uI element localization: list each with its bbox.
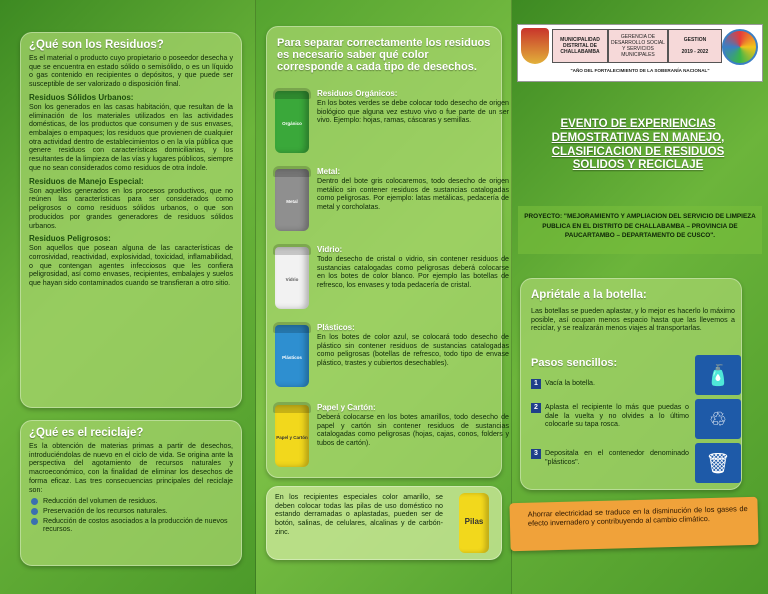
step-1 (531, 379, 689, 388)
bin-heading: Vidrio: (317, 245, 343, 254)
reciclaje-text: Es la obtención de materias primas a partir de desechos, introduciéndolas de nuevo en el ciclo de vida. Se origina ante la perspectiva del agotamiento de recursos naturales y macroeconómico, con la finalidad de eliminar los desechos de forma eficaz. Las tres consecuencias principales del reciclaje son: (29, 442, 233, 494)
steps-title: Pasos sencillos: (531, 357, 618, 369)
institution-header (517, 24, 763, 82)
step-text: Depositala en el contenedor denominado "plásticos". (545, 449, 689, 466)
energy-note (509, 497, 758, 551)
event-title: EVENTO DE EXPERIENCIAS DEMOSTRATIVAS EN MANEJO, CLASIFICACION DE RESIDUOS SOLIDOS Y RECICLAJE (551, 118, 725, 172)
aprietale-box (520, 278, 742, 490)
project-title: PROYECTO: "MEJORAMIENTO Y AMPLIACION DEL SERVICIO DE LIMPIEZA PUBLICA EN EL DISTRITO DE CHALLABAMBA – PROVINCIA DE PAUCARTAMBO – DEPARTAMENTO DE CUSCO". (518, 206, 762, 254)
panel-residuos (0, 0, 256, 594)
bullet-icon (31, 518, 38, 525)
green-bin-icon: Orgánico (275, 91, 309, 153)
step-number: 1 (531, 379, 541, 389)
crushed-bottle-icon: ♲ (695, 399, 741, 439)
section-text-especial: Son aquellos generados en los procesos productivos, que no reúnen las características para ser considerados como peligrosos o como residuos sólidos urbanos, o que son producidos por grandes generadores de residuos sólidos urbanos. (29, 186, 233, 230)
bin-heading: Papel y Cartón: (317, 403, 376, 412)
section-heading-urbanos: Residuos Sólidos Urbanos: (29, 92, 134, 102)
step-text: Aplasta el recipiente lo más que puedas o dale la vuelta y no olvides a lo último colocarle su tapa rosca. (545, 403, 689, 429)
reciclaje-bullets (29, 497, 233, 534)
section-heading-peligrosos: Residuos Peligrosos: (29, 234, 111, 244)
children-logo (722, 29, 758, 65)
list-item: Preservación de los recursos naturales. (29, 507, 233, 516)
separacion-box (266, 26, 509, 478)
bin-text: Deberá colocarse en los botes amarillos, todo desecho de papel y cartón sin contener residuos de sustancias catalogadas como peligrosas (hojas, cajas, conos, folders y tubos de cartón). (317, 413, 509, 448)
separacion-title: Para separar correctamente los residuos es necesario saber qué color corresponde a cada tipo de desechos. (277, 37, 491, 74)
section-text-urbanos: Son los generados en las casas habitación, que resultan de la eliminación de los materiales utilizados en las actividades domésticas, de los productos que consumen y de sus envases, embalajes o empaques; los residuos que provienen de cualquier otra actividad dentro de establecimientos o en la vía pública que genere residuos con características domiciliarias, y los resultantes de la limpieza de las vías y lugares públicos, siempre que no sean considerados como residuos de otra índole. (29, 102, 233, 172)
bullet-icon (31, 508, 38, 515)
bin-heading: Residuos Orgánicos: (317, 89, 398, 98)
section-heading-especial: Residuos de Manejo Especial: (29, 176, 144, 186)
header-motto: "AÑO DEL FORTALECIMIENTO DE LA SOBERANÍA NACIONAL" (570, 68, 710, 73)
bin-heading: Plásticos: (317, 323, 355, 332)
step-number: 2 (531, 403, 541, 413)
residuos-box (20, 32, 242, 408)
empty-bottle-icon: 🧴 (695, 355, 741, 395)
bin-row-papel (275, 401, 509, 477)
list-item: Reducción del volumen de residuos. (29, 497, 233, 506)
energy-text: Ahorrar electricidad se traduce en la disminución de los gases de efecto invernadero y contribuyendo al cambio climático. (527, 504, 748, 528)
step-3 (531, 449, 689, 466)
bin-row-vidrio (275, 243, 509, 319)
pilas-text: En los recipientes especiales color amarillo, se deben colocar todas las pilas de uso doméstico no estando derramadas o aplastadas, pueden ser de botón, salinas, de celulares, alcalinas y de carbón-zinc. (275, 493, 443, 536)
bin-text: En los botes verdes se debe colocar todo desecho de origen biológico que alguna vez estuvo vivo o fue parte de un ser vivo. Ejemplo: hojas, ramas, cáscaras y semillas. (317, 99, 509, 125)
pilas-box (266, 486, 502, 560)
residuos-title: ¿Qué son los Residuos? (29, 39, 164, 51)
bin-heading: Metal: (317, 167, 341, 176)
reciclaje-title: ¿Qué es el reciclaje? (29, 427, 144, 439)
blue-bin-icon: Plásticos (275, 325, 309, 387)
header-gestion: GESTION 2019 - 2022 (668, 29, 722, 63)
bin-text: Todo desecho de cristal o vidrio, sin contener residuos de sustancias catalogadas como peligrosas deberá colocarse en los botes de color blanco. Por ejemplo las botellas de refresco, los envases y toda pedacería de cristal. (317, 255, 509, 290)
trash-container-icon: 🗑 (695, 443, 741, 483)
panel-separacion (256, 0, 512, 594)
bullet-icon (31, 498, 38, 505)
section-text-peligrosos: Son aquellos que posean alguna de las características de corrosividad, reactividad, explosividad, toxicidad, inflamabilidad, o que contengan agentes infecciosos que les confiera peligrosidad, así como envases, recipientes, embalajes y suelos que hayan sido contaminados cuando se transfieran a otro sitio. (29, 244, 233, 288)
aprietale-text: Las botellas se pueden aplastar, y lo mejor es hacerlo lo máximo posible, así ocupan menos espacio hasta que las llevemos a reciclar, y se realizarán menos viajes al transportarlas. (531, 307, 735, 333)
white-bin-icon: Vidrio (275, 247, 309, 309)
aprietale-title: Apriétale a la botella: (531, 289, 647, 301)
pilas-bin-icon: Pilas (459, 493, 489, 553)
reciclaje-box (20, 420, 242, 566)
bin-text: Dentro del bote gris colocaremos, todo desecho de origen metálico sin contener residuos de sustancias catalogadas como peligrosas. Por ejemplo: latas metálicas, pedacería de metal y corcholatas. (317, 177, 509, 212)
step-text: Vacía la botella. (545, 379, 595, 387)
bin-row-plasticos (275, 321, 509, 397)
step-number: 3 (531, 449, 541, 459)
municipal-shield-logo (521, 28, 549, 64)
bin-row-metal (275, 165, 509, 241)
gray-bin-icon: Metal (275, 169, 309, 231)
residuos-intro: Es el material o producto cuyo propietario o poseedor desecha y que se encuentra en estado sólido o semisólido, o es un líquido o gas contenido en recipientes o depósitos, y que puede ser susceptible de ser valorizado o disposición final. (29, 54, 233, 89)
list-item: Reducción de costos asociados a la producción de nuevos recursos. (29, 517, 233, 534)
bin-text: En los botes de color azul, se colocará todo desecho de plástico sin contener residuos de sustancias catalogadas como peligrosas (botellas de refresco, todo tipo de envase plástico, trastes y cubiertos desechables). (317, 333, 509, 368)
yellow-bin-icon: Papel y Cartón (275, 405, 309, 467)
header-org: MUNICIPALIDAD DISTRITAL DE CHALLABAMBA (552, 29, 608, 63)
header-gerencia: GERENCIA DE DESARROLLO SOCIAL Y SERVICIOS MUNICIPALES (608, 29, 668, 63)
bin-row-organicos (275, 87, 509, 163)
step-2 (531, 403, 689, 429)
